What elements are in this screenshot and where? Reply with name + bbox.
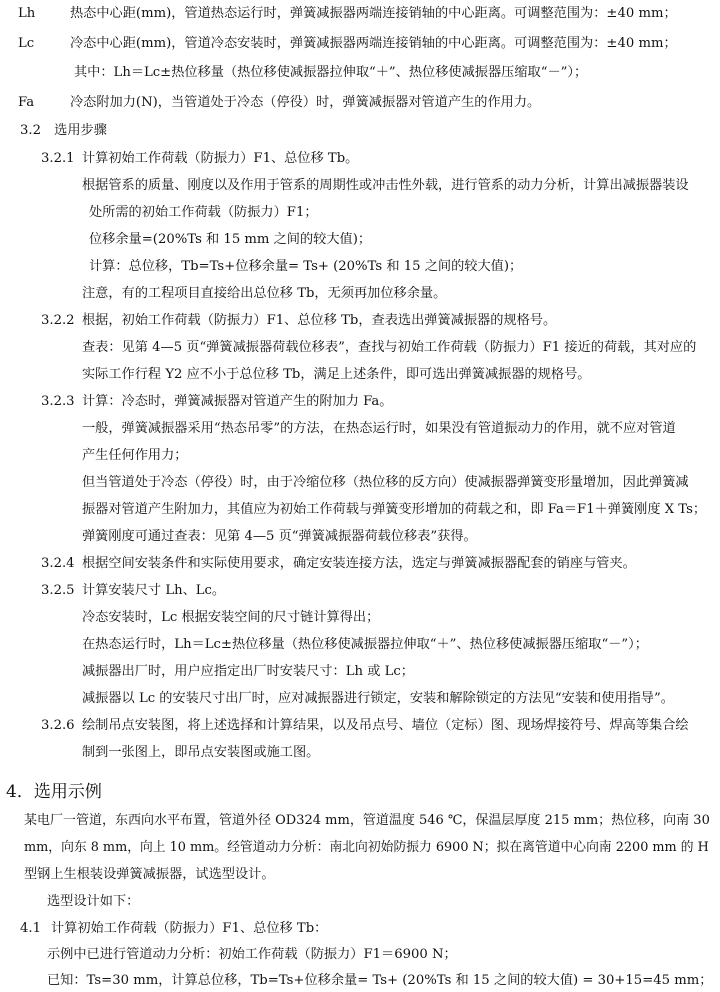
s321-title: 计算初始工作荷载（防振力）F1、总位移 Tb。 [82, 151, 359, 166]
s321-p4: 计算：总位移，Tb=Ts+位移余量= Ts+ (20%Ts 和 15 之间的较大值)； [89, 259, 523, 274]
s321-num: 3.2.1 [41, 151, 75, 166]
s322-num: 3.2.2 [41, 313, 75, 328]
def-fa-label: Fa [18, 95, 35, 110]
s323-p1: 一般，弹簧减振器采用“热态吊零”的方法，在热态运行时，如果没有管道振动力的作用，就不应对管道 [82, 421, 676, 436]
s325-title: 计算安装尺寸 Lh、Lc。 [82, 583, 226, 598]
s4-p4: 选型设计如下： [47, 894, 140, 909]
def-lc-text: 冷态中心距(mm)，管道冷态安装时，弹簧减振器两端连接销轴的中心距离。可调整范围为：±40 mm； [70, 36, 677, 51]
s325-num: 3.2.5 [41, 583, 75, 598]
s4-p1: 某电厂一管道，东西向水平布置，管道外径 OD324 mm，管道温度 546 ℃，保温层厚度 215 mm；热位移，向南 30 [24, 813, 710, 828]
section-4-heading: 4．选用示例 [6, 782, 102, 802]
def-lh-text: 热态中心距(mm)，管道热态运行时，弹簧减振器两端连接销轴的中心距离。可调整范围为：±40 mm； [70, 6, 677, 21]
s325-p1: 冷态安装时，Lc 根据安装空间的尺寸链计算得出； [82, 610, 380, 625]
s326-title: 绘制吊点安装图，将上述选择和计算结果，以及吊点号、墙位（定标）图、现场焊接符号、焊高等集合绘 [82, 718, 689, 733]
s321-p5: 注意，有的工程项目直接给出总位移 Tb，无须再加位移余量。 [82, 286, 447, 301]
s41-num: 4.1 [20, 921, 41, 936]
s324-num: 3.2.4 [41, 556, 75, 571]
s325-p4: 减振器以 Lc 的安装尺寸出厂时，应对减振器进行锁定，安装和解除锁定的方法见“安装和使用指导”。 [82, 691, 674, 706]
s323-num: 3.2.3 [41, 394, 75, 409]
s4-p3: 型钢上生根装设弹簧减振器，试选型设计。 [24, 867, 275, 882]
section-3-2-heading: 3.2 选用步骤 [20, 123, 107, 138]
s41-p1: 示例中已进行管道动力分析：初始工作荷载（防振力）F1＝6900 N； [47, 947, 457, 962]
s323-p4: 振器对管道产生附加力，其值应为初始工作荷载与弹簧变形增加的荷载之和，即 Fa＝F1＋弹簧刚度 X Ts； [82, 502, 707, 517]
s323-p3: 但当管道处于冷态（停役）时，由于冷缩位移（热位移的反方向）使减振器弹簧变形量增加，因此弹簧减 [82, 475, 689, 490]
s324-title: 根据空间安装条件和实际使用要求，确定安装连接方法，选定与弹簧减振器配套的销座与管夹。 [82, 556, 636, 571]
s325-p3: 减振器出厂时，用户应指定出厂时安装尺寸：Lh 或 Lc； [82, 664, 414, 679]
s326-p1: 制到一张图上，即吊点安装图或施工图。 [82, 745, 320, 760]
def-note: 其中：Lh＝Lc±热位移量（热位移使减振器拉伸取“＋”、热位移使减振器压缩取“－”）； [74, 65, 588, 80]
s322-title: 根据，初始工作荷载（防振力）F1、总位移 Tb，查表选出弹簧减振器的规格号。 [82, 313, 557, 328]
s323-p5: 弹簧刚度可通过查表：见第 4—5 页“弹簧减振器荷载位移表”获得。 [82, 529, 477, 544]
s41-title: 计算初始工作荷载（防振力）F1、总位移 Tb： [51, 921, 328, 936]
s323-p2: 产生任何作用力； [82, 448, 188, 463]
s322-p1: 查表：见第 4—5 页“弹簧减振器荷载位移表”，查找与初始工作荷载（防振力）F1 接近的荷载，其对应的 [82, 340, 697, 355]
def-lc-label: Lc [18, 36, 35, 51]
s323-title: 计算：冷态时，弹簧减振器对管道产生的附加力 Fa。 [82, 394, 393, 409]
def-lh-label: Lh [18, 6, 36, 21]
s326-num: 3.2.6 [41, 718, 75, 733]
s321-p2: 处所需的初始工作荷载（防振力）F1； [89, 205, 318, 220]
s4-p2: mm，向东 8 mm，向上 10 mm。经管道动力分析：南北向初始防振力 6900 N；拟在离管道中心向南 2200 mm 的 H [24, 840, 709, 855]
def-fa-text: 冷态附加力(N)，当管道处于冷态（停役）时，弹簧减振器对管道产生的作用力。 [70, 95, 541, 110]
s321-p3: 位移余量=(20%Ts 和 15 mm 之间的较大值)； [89, 232, 372, 247]
s322-p2: 实际工作行程 Y2 应不小于总位移 Tb，满足上述条件，即可选出弹簧减振器的规格号。 [82, 367, 591, 382]
s325-p2: 在热态运行时，Lh＝Lc±热位移量（热位移使减振器拉伸取“＋”、热位移使减振器压缩取“－”）； [82, 637, 648, 652]
s321-p1: 根据管系的质量、刚度以及作用于管系的周期性或冲击性外载，进行管系的动力分析，计算出减振器装设 [82, 178, 689, 193]
s41-p2: 已知：Ts=30 mm，计算总位移，Tb=Ts+位移余量= Ts+ (20%Ts 和 15 之间的较大值) = 30+15=45 mm； [47, 973, 713, 988]
